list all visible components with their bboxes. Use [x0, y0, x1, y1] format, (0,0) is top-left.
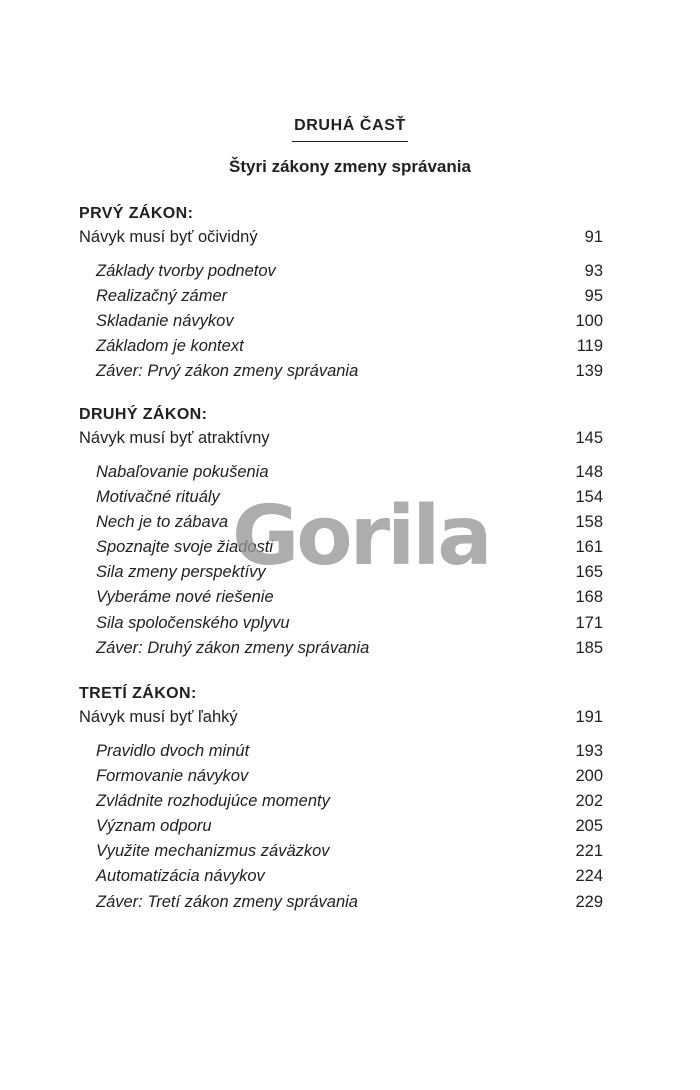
section-second-law	[79, 404, 603, 661]
toc-item[interactable]	[79, 510, 603, 535]
part-subtitle: Štyri zákony zmeny správania	[229, 157, 471, 176]
item-title: Automatizácia návykov	[96, 867, 265, 886]
item-title: Sila zmeny perspektívy	[96, 563, 266, 582]
page-number: 154	[575, 488, 603, 507]
law-heading: TRETÍ ZÁKON:	[79, 685, 197, 702]
toc-item[interactable]	[79, 864, 603, 889]
toc-chapter-row[interactable]	[79, 705, 603, 729]
chapter-title: Návyk musí byť ľahký	[79, 708, 238, 726]
page-number: 221	[575, 842, 603, 861]
page-number: 185	[575, 638, 603, 657]
chapter-title: Návyk musí byť atraktívny	[79, 429, 270, 447]
item-title: Záver: Tretí zákon zmeny správania	[96, 892, 358, 911]
section-third-law	[79, 683, 603, 915]
item-title: Základom je kontext	[96, 337, 244, 356]
toc-item[interactable]	[79, 334, 603, 359]
toc-item[interactable]	[79, 359, 603, 384]
toc-item[interactable]	[79, 585, 603, 610]
part-title	[0, 117, 700, 142]
page-number: 165	[575, 563, 603, 582]
toc-item[interactable]	[79, 309, 603, 334]
law-heading: PRVÝ ZÁKON:	[79, 205, 194, 222]
page-number: 205	[575, 817, 603, 836]
page-number: 158	[575, 513, 603, 532]
item-title: Vyberáme nové riešenie	[96, 588, 274, 607]
item-title: Záver: Prvý zákon zmeny správania	[96, 362, 359, 381]
item-title: Záver: Druhý zákon zmeny správania	[96, 638, 370, 657]
toc-item[interactable]	[79, 739, 603, 764]
toc-item[interactable]	[79, 259, 603, 284]
item-title: Sila spoločenského vplyvu	[96, 613, 290, 632]
item-title: Realizačný zámer	[96, 287, 228, 306]
page-number: 93	[584, 262, 603, 280]
page-number: 191	[575, 708, 603, 726]
toc-item[interactable]	[79, 890, 603, 915]
page-number: 171	[575, 613, 603, 632]
page-number: 200	[575, 767, 603, 786]
page-number: 119	[576, 337, 603, 356]
page-number: 161	[575, 538, 603, 557]
item-title: Nabaľovanie pokušenia	[96, 463, 269, 481]
law-heading: DRUHÝ ZÁKON:	[79, 406, 208, 423]
item-title: Spoznajte svoje žiadosti	[96, 538, 274, 557]
page-number: 193	[575, 742, 603, 760]
item-title: Formovanie návykov	[96, 767, 249, 786]
page-number: 168	[575, 588, 603, 607]
item-title: Nech je to zábava	[96, 513, 229, 532]
toc-item[interactable]	[79, 485, 603, 510]
toc-item[interactable]	[79, 460, 603, 485]
page-number: 91	[584, 228, 603, 246]
item-title: Základy tvorby podnetov	[96, 262, 276, 280]
toc-item[interactable]	[79, 611, 603, 636]
page-number: 148	[575, 463, 603, 481]
toc-item[interactable]	[79, 560, 603, 585]
toc-item[interactable]	[79, 839, 603, 864]
toc-item[interactable]	[79, 814, 603, 839]
gorila-watermark: Gorila	[232, 489, 490, 584]
page-number: 229	[575, 892, 603, 911]
page-number: 202	[575, 792, 603, 811]
part-title-text: DRUHÁ ČASŤ	[292, 117, 408, 142]
toc-chapter-row[interactable]	[79, 426, 603, 450]
page-number: 100	[575, 312, 603, 331]
item-title: Motivačné rituály	[96, 488, 220, 507]
toc-item[interactable]	[79, 764, 603, 789]
item-title: Pravidlo dvoch minút	[96, 742, 250, 760]
toc-chapter-row[interactable]	[79, 225, 603, 249]
page-number: 95	[584, 287, 603, 306]
item-title: Význam odporu	[96, 817, 212, 836]
item-title: Využite mechanizmus záväzkov	[96, 842, 330, 861]
toc-item[interactable]	[79, 636, 603, 661]
chapter-title: Návyk musí byť očividný	[79, 228, 258, 246]
toc-item[interactable]	[79, 535, 603, 560]
toc-item[interactable]	[79, 789, 603, 814]
section-first-law	[79, 203, 603, 384]
item-title: Skladanie návykov	[96, 312, 234, 331]
page-number: 224	[575, 867, 603, 886]
page-number: 145	[575, 429, 603, 447]
toc-item[interactable]	[79, 284, 603, 309]
item-title: Zvládnite rozhodujúce momenty	[96, 792, 330, 811]
page-number: 139	[575, 362, 603, 381]
